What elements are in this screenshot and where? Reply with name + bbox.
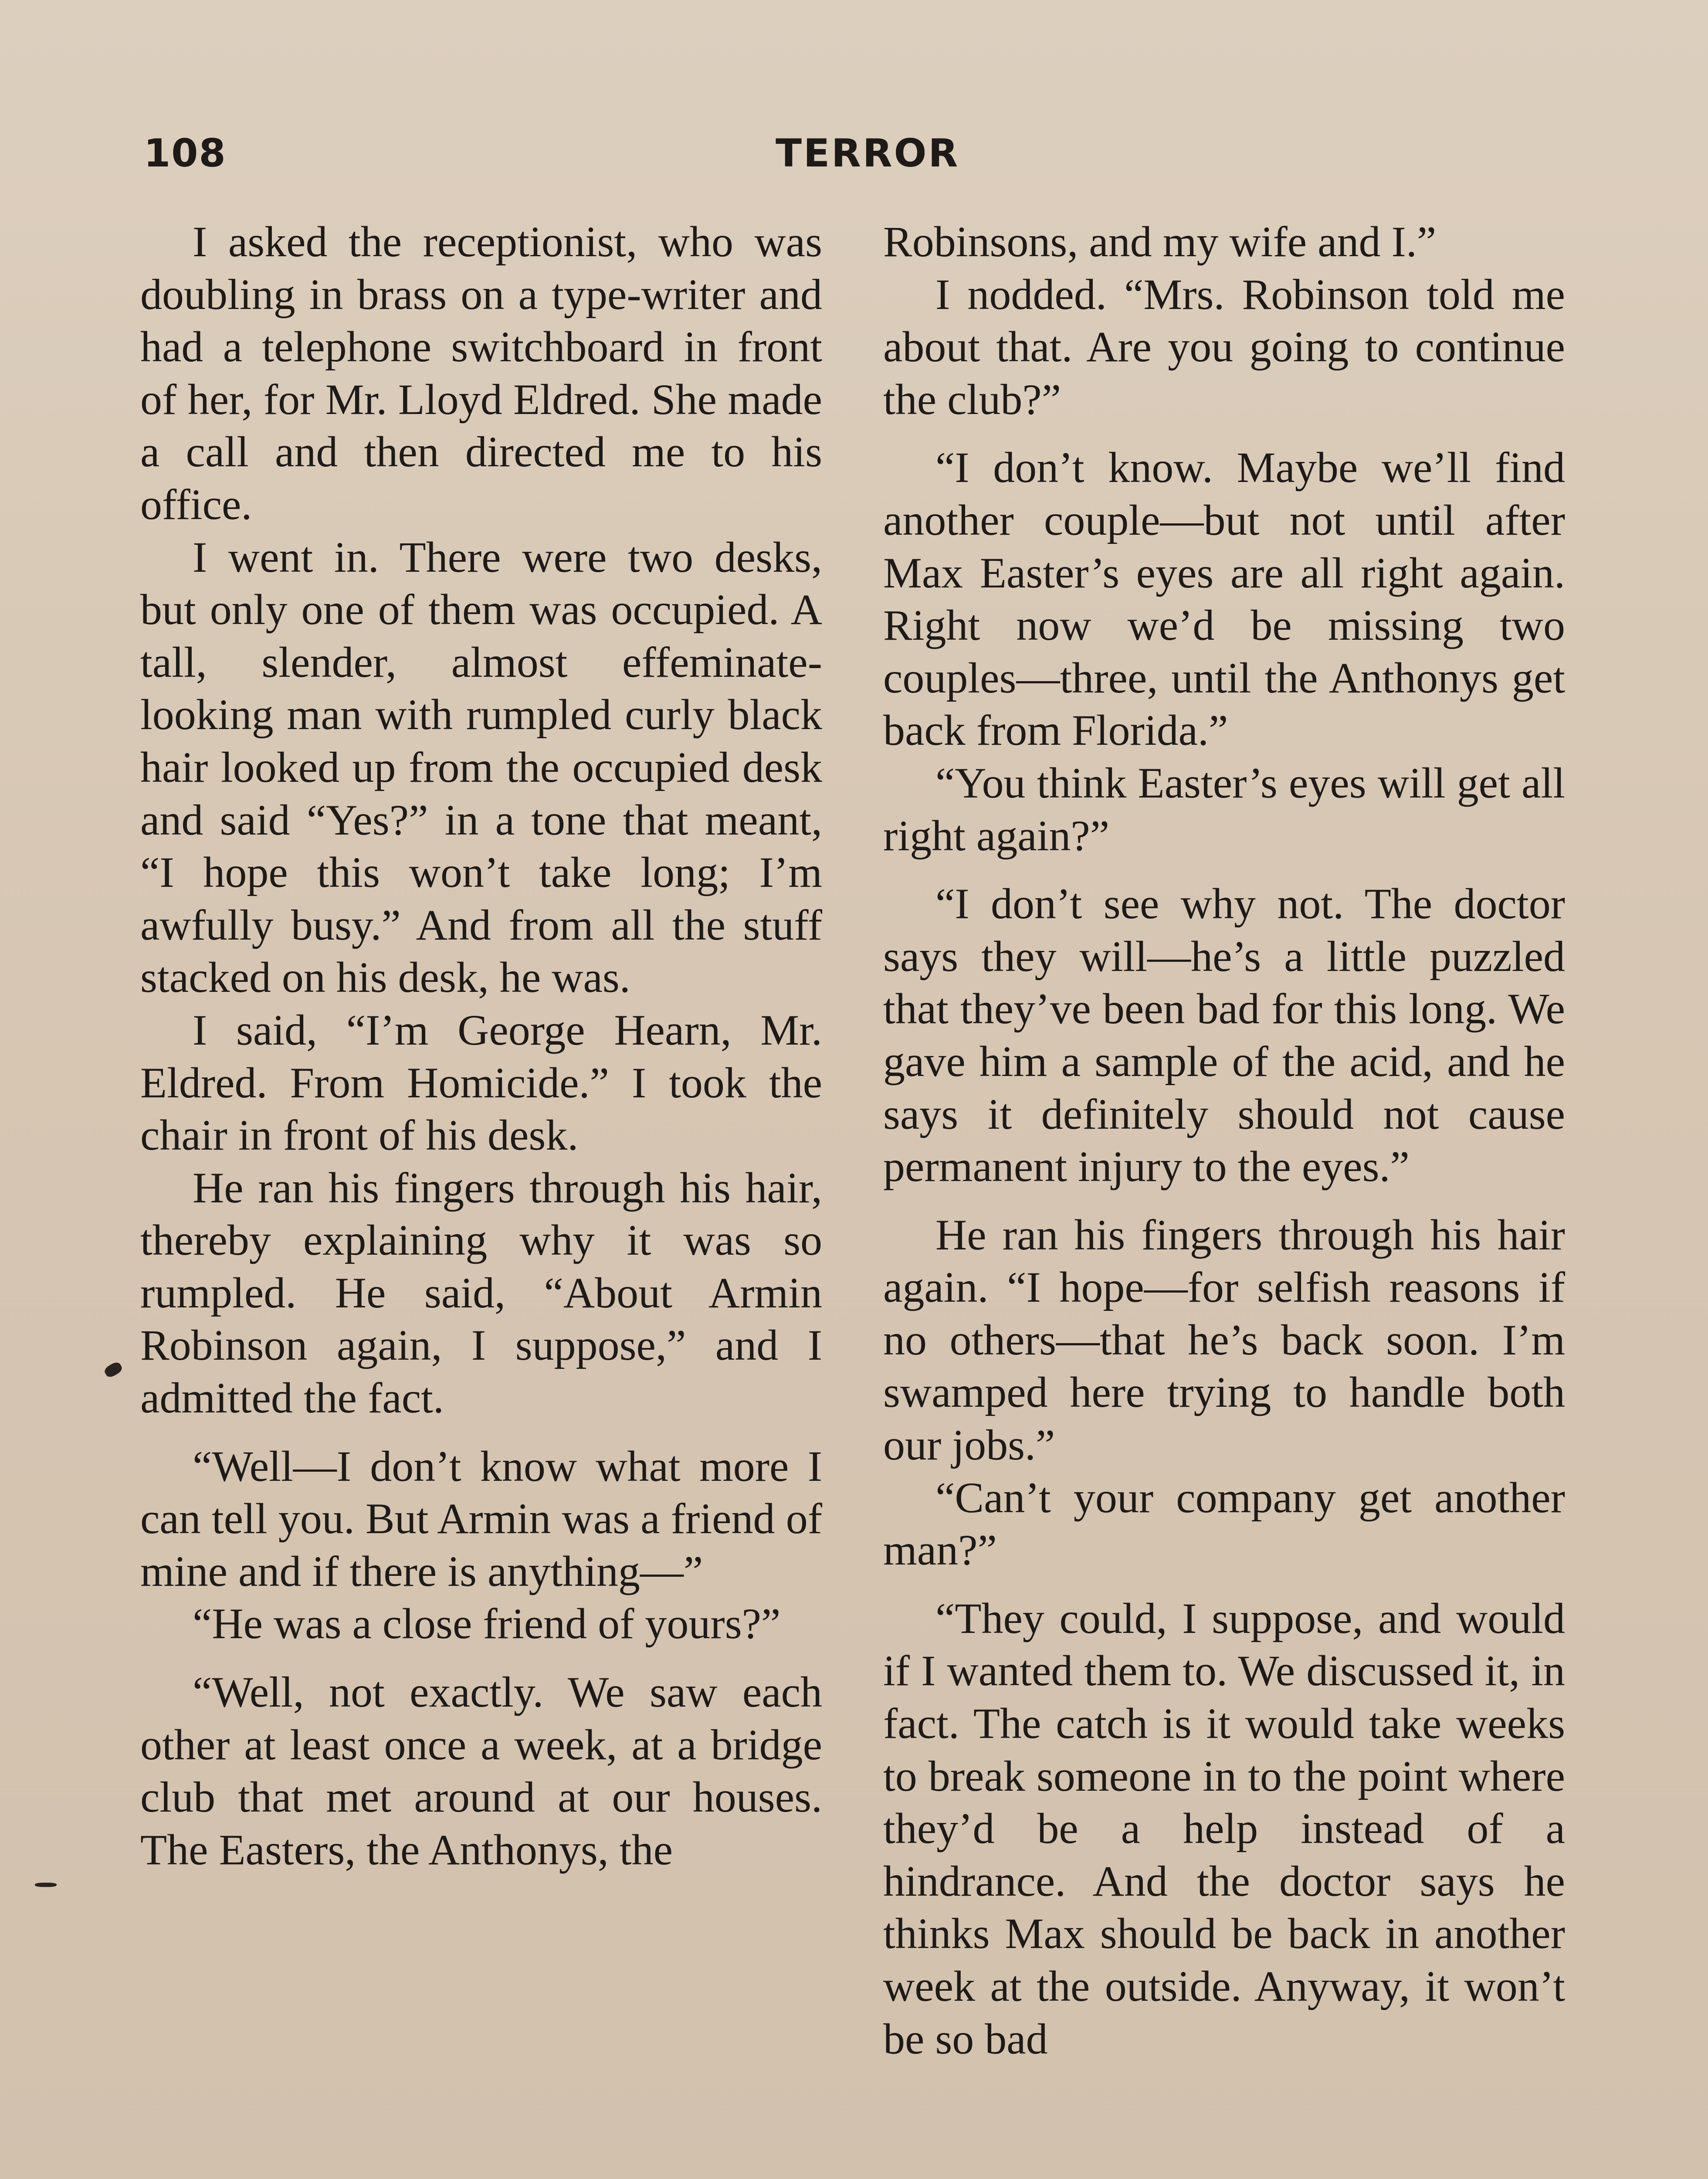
ink-smudge <box>103 1361 124 1379</box>
paragraph: “Well, not exactly. We saw each other at least once a week, at a bridge club that met around at our houses. The Easters, the Anthonys, the <box>140 1668 822 1874</box>
paragraph: “They could, I suppose, and would if I wanted them to. We discussed it, in fact. The catch is it would take weeks to break someone in to the point where they’d be a help instead of a hindrance. And the doctor says he thinks Max should be back in another week at the outside. Anyway, it won’t be so bad <box>883 1594 1565 2063</box>
paragraph-continued: Robinsons, and my wife and I.” <box>883 217 1437 266</box>
paragraph: I said, “I’m George Hearn, Mr. Eldred. From Homicide.” I took the chair in front of his desk. <box>140 1005 822 1160</box>
ink-smudge <box>35 1883 57 1887</box>
paragraph: “I don’t know. Maybe we’ll find another couple—but not until after Max Easter’s eyes are all right again. Right now we’d be missing two couples—three, until the Anthonys get back from Florida.” <box>883 443 1565 755</box>
paragraph: “Can’t your company get another man?” <box>883 1473 1565 1575</box>
paragraph: “I don’t see why not. The doctor says they will—he’s a little puzzled that they’ve been bad for this long. We gave him a sample of the acid, and he says it definitely should not cause permanent injury to the eyes.” <box>883 879 1565 1191</box>
right-text-column <box>883 216 1565 2065</box>
paragraph: He ran his fingers through his hair again. “I hope—for selfish reasons if no others—that he’s back soon. I’m swamped here trying to handle both our jobs.” <box>883 1210 1565 1470</box>
paragraph: I nodded. “Mrs. Robinson told me about that. Are you going to continue the club?” <box>883 270 1565 424</box>
running-head-title: TERROR <box>776 131 960 176</box>
paragraph: I went in. There were two desks, but only one of them was occupied. A tall, slender, almost effeminate-looking man with rumpled curly black hair looked up from the occupied desk and said “Yes?” in a tone that meant, “I hope this won’t take long; I’m awfully busy.” And from all the stuff stacked on his desk, he was. <box>140 533 822 1002</box>
page-number: 108 <box>144 131 227 176</box>
paragraph: “You think Easter’s eyes will get all right again?” <box>883 758 1565 860</box>
paragraph: I asked the receptionist, who was doubling in brass on a type-writer and had a telephone switchboard in front of her, for Mr. Lloyd Eldred. She made a call and then directed me to his office. <box>140 217 822 529</box>
paragraph: “He was a close friend of yours?” <box>193 1599 781 1648</box>
left-text-column <box>140 216 822 1876</box>
page-header <box>0 131 1708 187</box>
paragraph: “Well—I don’t know what more I can tell you. But Armin was a friend of mine and if there is anything—” <box>140 1442 822 1595</box>
paragraph: He ran his fingers through his hair, thereby explaining why it was so rumpled. He said, “About Armin Robinson again, I suppose,” and I admitted the fact. <box>140 1163 822 1422</box>
